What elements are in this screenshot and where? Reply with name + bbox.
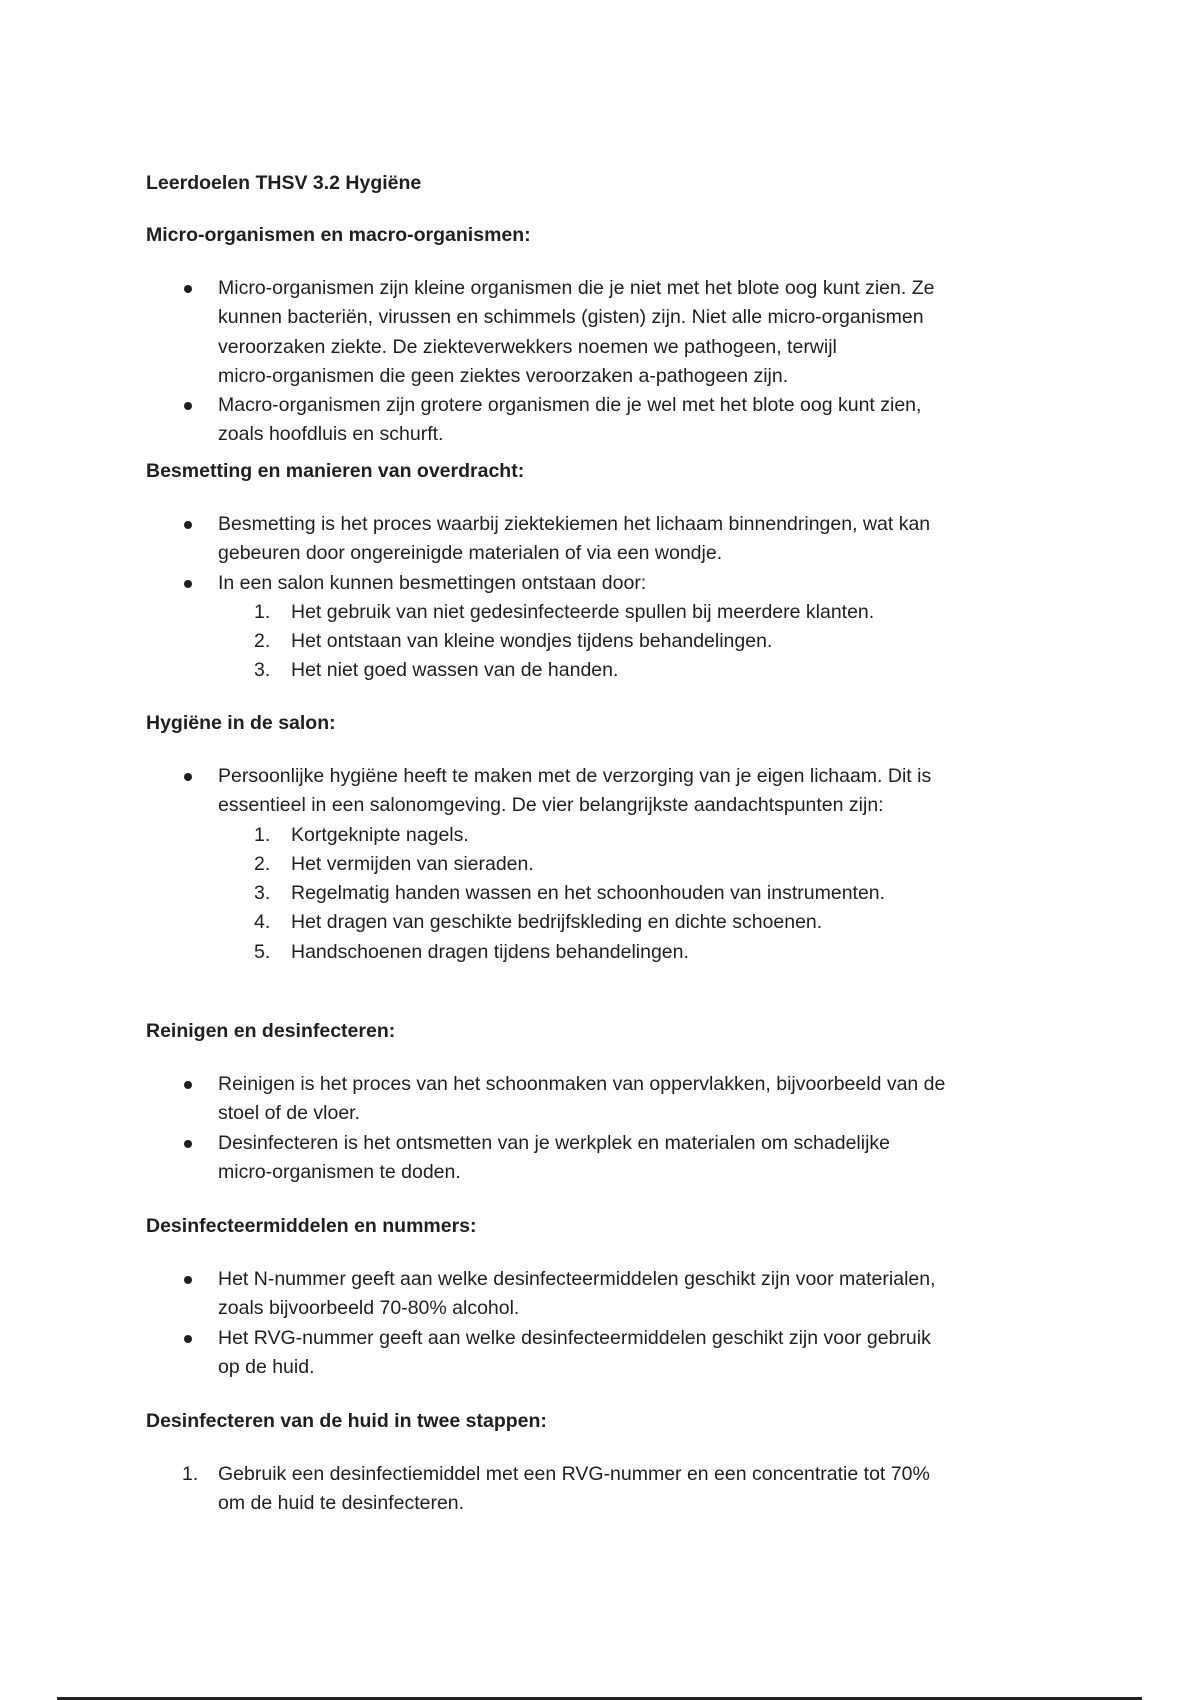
section-heading: Desinfecteren van de huid in twee stappen:: [146, 1410, 547, 1432]
bullet-icon: [184, 402, 192, 410]
bullet-list: [146, 1070, 1066, 1187]
list-item: 1. Het gebruik van niet gedesinfecteerde spullen bij meerdere klanten.: [254, 600, 875, 623]
list-item: Desinfecteren is het ontsmetten van je werkplek en materialen om schadelijke micro-organismen te doden.: [146, 1129, 1066, 1188]
list-item: 4. Het dragen van geschikte bedrijfskleding en dichte schoenen.: [254, 911, 823, 934]
numbered-sublist: [146, 821, 1066, 967]
bullet-list: [146, 510, 1066, 598]
section-heading: Besmetting en manieren van overdracht:: [146, 460, 525, 482]
bullet-icon: [184, 1276, 192, 1284]
list-item: Reinigen is het proces van het schoonmaken van oppervlakken, bijvoorbeeld van de stoel of de vloer.: [146, 1070, 1066, 1129]
bullet-list: [146, 762, 1066, 821]
section-desinfecteermiddelen: [146, 1211, 1066, 1382]
list-item: In een salon kunnen besmettingen ontstaan door:: [146, 569, 1066, 598]
list-item: 2. Het ontstaan van kleine wondjes tijdens behandelingen.: [254, 630, 773, 653]
section-heading: Desinfecteermiddelen en nummers:: [146, 1215, 477, 1237]
list-item: Persoonlijke hygiëne heeft te maken met de verzorging van je eigen lichaam. Dit is essentieel in een salonomgeving. De vier belangrijkste aandachtspunten zijn:: [146, 762, 1066, 821]
list-item: 3. Het niet goed wassen van de handen.: [254, 659, 619, 682]
section-micro-macro-organismen: [146, 220, 1066, 450]
section-huid-desinfecteren: [146, 1406, 1066, 1519]
bullet-icon: [184, 1335, 192, 1343]
bullet-icon: [184, 580, 192, 588]
list-item: Micro-organismen zijn kleine organismen die je niet met het blote oog kunt zien. Ze kunnen bacteriën, virussen en schimmels (gisten) zijn. Niet alle micro-organismen veroorzaken ziekte. De ziekteverwekkers noemen we pathogeen, terwijl micro-organismen die geen ziektes veroorzaken a-pathogeen zijn.: [146, 274, 1066, 391]
numbered-list: [146, 1460, 1066, 1519]
bullet-icon: [184, 1081, 192, 1089]
bullet-icon: [184, 1140, 192, 1148]
list-item: Het N-nummer geeft aan welke desinfecteermiddelen geschikt zijn voor materialen, zoals bijvoorbeeld 70-80% alcohol.: [146, 1265, 1066, 1324]
list-item: 1. Gebruik een desinfectiemiddel met een RVG-nummer en een concentratie tot 70% om de huid te desinfecteren.: [182, 1463, 930, 1515]
bullet-icon: [184, 773, 192, 781]
section-heading: Hygiëne in de salon:: [146, 712, 336, 734]
numbered-sublist: [146, 598, 1066, 686]
list-item: 5. Handschoenen dragen tijdens behandelingen.: [254, 940, 689, 963]
list-item: 3. Regelmatig handen wassen en het schoonhouden van instrumenten.: [254, 882, 886, 905]
section-reinigen-desinfecteren: [146, 1016, 1066, 1187]
section-heading: Reinigen en desinfecteren:: [146, 1020, 396, 1042]
bullet-list: [146, 274, 1066, 450]
section-heading: Micro-organismen en macro-organismen:: [146, 224, 531, 246]
document-title: Leerdoelen THSV 3.2 Hygiëne: [146, 172, 422, 194]
list-item: 1. Kortgeknipte nagels.: [254, 823, 469, 846]
bullet-list: [146, 1265, 1066, 1382]
bullet-icon: [184, 285, 192, 293]
bullet-icon: [184, 521, 192, 529]
list-item: Het RVG-nummer geeft aan welke desinfecteermiddelen geschikt zijn voor gebruik op de huid.: [146, 1324, 1066, 1383]
section-besmetting: [146, 456, 1066, 686]
list-item: Besmetting is het proces waarbij ziektekiemen het lichaam binnendringen, wat kan gebeuren door ongereinigde materialen of via een wondje.: [146, 510, 1066, 569]
list-item: 2. Het vermijden van sieraden.: [254, 852, 534, 875]
section-hygiene-salon: [146, 708, 1066, 967]
list-item: Macro-organismen zijn grotere organismen die je wel met het blote oog kunt zien, zoals hoofdluis en schurft.: [146, 391, 1066, 450]
